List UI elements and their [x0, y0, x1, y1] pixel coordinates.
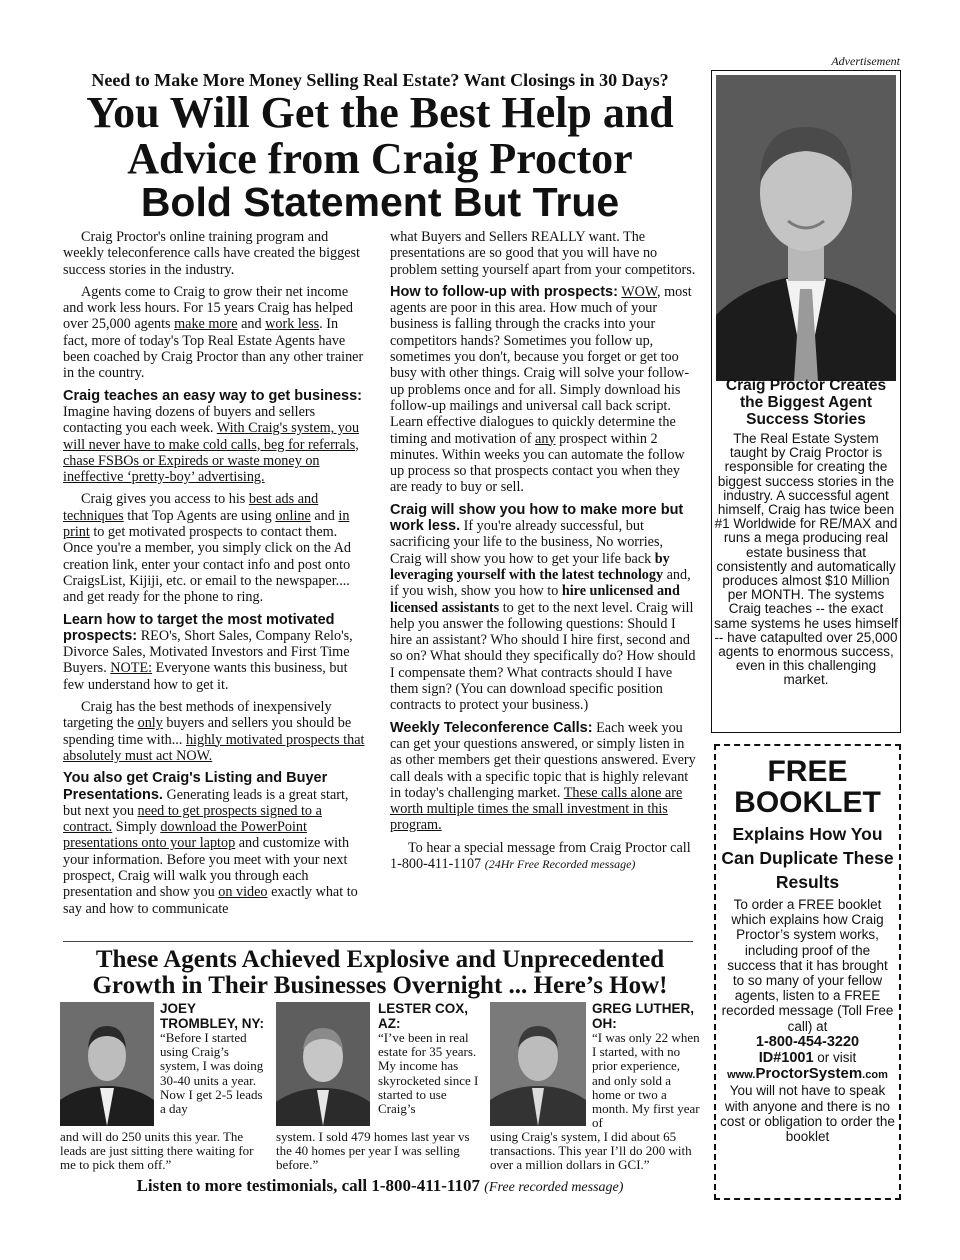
article-column-2 — [390, 229, 696, 878]
section-heading: Learn how to target the most motivated prospects: — [63, 611, 335, 644]
paragraph: Craig will show you how to make more but work less. If you're already successful, but sacrificing your life to the business, No worries, Craig will show you how to get your life back by leveraging yourself with the latest technology and, if you wish, show you how to hire unlicensed and licensed assistants to get to the next level. Craig will help you answer the following questions: Should I hire an assistant? Who should I hire first, second and so on? What should they specifically do? How should I compensate them? What contracts should I have them sign? (You can download specific position contracts to protect your business.) — [390, 501, 696, 714]
agent-quote-start: “I was only 22 when I started, with no prior experience, and only sold a home or two a month. My first year of — [592, 1030, 700, 1131]
subheadline: Bold Statement But True — [140, 179, 620, 225]
paragraph: Craig has the best methods of inexpensively targeting the only buyers and sellers you should be spending time with... highly motivated prospects that absolutely must act NOW. — [63, 699, 365, 764]
section-heading: Craig will show you how to make more but work less. — [390, 501, 684, 535]
agent-quote-end: and will do 250 units this year. The leads are just sitting there waiting for me to pick them off.” — [60, 1129, 254, 1173]
coupon-subtitle: Explains How You Can Duplicate These Results — [721, 824, 894, 892]
section-heading: You also get Craig's Listing and Buyer Presentations. — [63, 770, 328, 803]
agent-quote-start: “Before I started using Craig’s system, I was doing 30-40 units a year. Now I get 2-5 leads a day — [160, 1030, 264, 1117]
paragraph: Agents come to Craig to grow their net income and work less hours. For 15 years Craig has helped over 25,000 agents make more and work less. In fact, more of today's Top Real Estate Agents have been coached by Craig Proctor than any other trainer in the country. — [63, 283, 364, 382]
testimonial-greg — [490, 1002, 702, 1174]
headline — [55, 90, 705, 182]
paragraph: Craig gives you access to his best ads and techniques that Top Agents are using online and in print to get motivated prospects to contact them. Once you're a member, you simply click on the Ad creation link, enter your contact info and post onto CraigsList, Kijiji, etc. or email to the newspaper.... and get ready for the phone to ring. — [63, 491, 352, 606]
section-divider — [63, 941, 693, 942]
sidebar-title: Craig Proctor Creates the Biggest Agent Success Stories — [725, 377, 887, 428]
sidebar-body: The Real Estate System taught by Craig Proctor is responsible for creating the biggest success stories in the industry. A successful agent himself, Craig has twice been #1 Worldwide for RE/MAX and runs a mega producing real estate business that consistently and automatically produces almost $10 Million per MONTH. The systems Craig teaches -- the exact same systems he uses himself -- have catapulted over 25,000 agents to enormous success, even in this challenging market. — [714, 431, 898, 688]
headline-line-1: You Will Get the Best Help and — [86, 88, 674, 137]
coupon-title: FREE BOOKLET — [734, 755, 881, 819]
testimonials-phone-line: Listen to more testimonials, call 1-800-411-1107 (Free recorded message) — [136, 1176, 624, 1195]
agent-photo — [276, 1002, 370, 1126]
paragraph: Craig Proctor's online training program and weekly teleconference calls have created the biggest success stories in the industry. — [63, 229, 360, 278]
testimonial-joey — [60, 1002, 270, 1174]
agent-photo — [60, 1002, 154, 1126]
advertisement-label: Advertisement — [831, 54, 900, 68]
article-column-1 — [63, 229, 366, 923]
agent-quote-start: “I’ve been in real estate for 35 years. My income has skyrocketed since I started to use Craig’s — [378, 1030, 479, 1117]
agent-quote-end: using Craig's system, I did about 65 transactions. This year I’ll do 200 with over a million dollars in GCI.” — [490, 1129, 692, 1173]
testimonials-heading: These Agents Achieved Explosive and Unprecedented Growth in Their Businesses Overnight ... Here’s How! — [92, 946, 668, 999]
paragraph: How to follow-up with prospects: WOW, most agents are poor in this area. How much of your business is falling through the cracks into your competitors hands? Sometimes you follow up, sometimes you don't, because you forget or get too busy with other things. Craig will solve your follow-up problems once and for all. Simply download his follow-up mailings and universal call back script. Learn effective dialogues to quickly determine the timing and motivation of any prospect within 2 minutes. Within weeks you can automate the follow up process so that prospects contact you when they are ready to buy or sell. — [390, 283, 692, 496]
coupon-body: To order a FREE booklet which explains how Craig Proctor’s system works, including proof of the success that it has brought to so many of your fellow agents, listen to a FREE recorded message (Toll Free call) at 1-800-454-3220 ID#1001 or visit www.ProctorSystem.com You will not have to speak with anyone and there is no cost or obligation to order the booklet — [720, 897, 895, 1145]
coupon-phone: 1-800-454-3220 — [755, 1033, 860, 1050]
kicker: Need to Make More Money Selling Real Estate? Want Closings in 30 Days? — [91, 70, 669, 90]
paragraph: To hear a special message from Craig Proctor call 1-800-411-1107 (24Hr Free Recorded message) — [390, 839, 691, 872]
section-heading: Weekly Teleconference Calls: — [390, 719, 593, 736]
paragraph: what Buyers and Sellers REALLY want. The presentations are so good that you will have no problem setting yourself apart from your competitors. — [390, 229, 696, 278]
agent-photo — [490, 1002, 586, 1126]
agent-name: JOEY TROMBLEY, NY: — [160, 1001, 264, 1031]
paragraph: Learn how to target the most motivated prospects: REO's, Short Sales, Company Relo's, Divorce Sales, Motivated Investors and First Time Buyers. NOTE: Everyone wants this business, but few understand how to get it. — [63, 611, 353, 693]
agent-name: GREG LUTHER, OH: — [592, 1001, 695, 1031]
paragraph: Weekly Teleconference Calls: Each week you can get your questions answered, or simply listen in as other members get their questions answered. Every call deals with a specific topic that is highly relevant in today's challenging market. These calls alone are worth multiple times the small investment in this program. — [390, 719, 696, 834]
agent-quote-end: system. I sold 479 homes last year vs the 40 homes per year I was selling before.” — [276, 1129, 470, 1173]
paragraph: You also get Craig's Listing and Buyer Presentations. Generating leads is a great start, but next you need to get prospects signed to a contract. Simply download the PowerPoint presentations onto your laptop and customize with your information. Before you meet with your next prospect, Craig will walk you through each presentation and show you on video exactly what to say and how to communicate — [63, 770, 358, 917]
section-heading: Craig teaches an easy way to get business: — [63, 387, 362, 404]
agent-name: LESTER COX, AZ: — [378, 1001, 469, 1031]
section-heading: How to follow-up with prospects: — [390, 283, 618, 300]
paragraph: Craig teaches an easy way to get business: Imagine having dozens of buyers and sellers contacting you each week. With Craig's system, you will never have to make cold calls, beg for referrals, chase FSBOs or Expireds or waste money on ineffective ‘pretty-boy’ advertising. — [63, 387, 362, 486]
headline-line-2: Advice from Craig Proctor — [127, 134, 633, 183]
free-booklet-coupon — [714, 744, 901, 1200]
sidebar-profile-box — [711, 70, 901, 733]
testimonial-lester — [276, 1002, 482, 1174]
craig-proctor-photo — [716, 75, 896, 381]
